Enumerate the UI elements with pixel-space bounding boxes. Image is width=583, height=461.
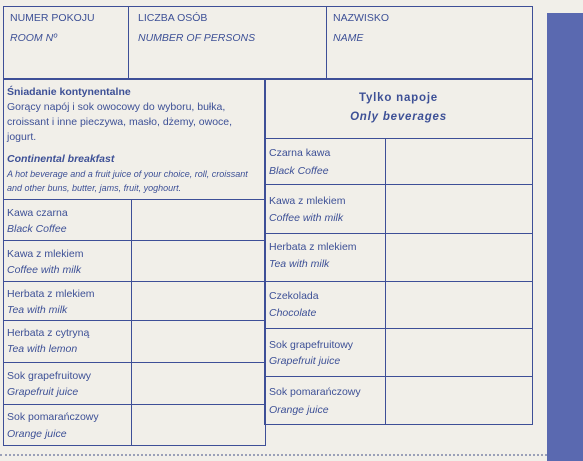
right-row-line [264,328,533,329]
right-item-label: Kawa z mlekiem [269,195,346,207]
left-row-line [3,240,266,241]
header-divider-2 [326,6,327,79]
name-label-en: NAME [333,32,364,44]
right-item-label: Sok pomarańczowy [269,386,361,398]
continental-desc-pl-3: jogurt. [7,131,37,143]
continental-desc-pl-1: Gorący napój i sok owocowy do wyboru, bułka, [7,101,226,113]
left-item-label-en: Grapefruit juice [7,386,79,398]
left-item-label-en: Tea with lemon [7,343,78,355]
continental-desc-en-1: A hot beverage and a fruit juice of your choice, roll, croissant [7,169,248,179]
persons-label-en: NUMBER OF PERSONS [138,32,256,44]
right-row-line [264,184,533,185]
left-item-label: Herbata z cytryną [7,327,90,339]
room-number-label-en: ROOM Nº [10,32,57,44]
left-row-line [3,362,266,363]
left-item-label-en: Tea with milk [7,304,68,316]
left-row-line [3,320,266,321]
right-item-label-en: Coffee with milk [269,212,344,224]
right-item-label-en: Grapefruit juice [269,355,341,367]
continental-desc-pl-2: croissant i inne pieczywa, masło, dżemy, owoce, [7,116,233,128]
side-strip [547,0,583,461]
left-item-label: Kawa z mlekiem [7,248,84,260]
left-row-line [3,404,266,405]
continental-title-en: Continental breakfast [7,153,115,165]
right-row-line [264,281,533,282]
room-number-label: NUMER POKOJU [10,12,95,24]
right-item-label-en: Tea with milk [269,258,330,270]
left-item-label: Sok pomarańczowy [7,411,99,423]
beverages-title-en: Only beverages [350,111,447,123]
left-item-label: Kawa czarna [7,207,68,219]
header-divider-1 [128,6,129,79]
left-grid-top [3,199,266,200]
left-item-label-en: Black Coffee [7,223,67,235]
right-item-label: Herbata z mlekiem [269,241,357,253]
right-item-label: Sok grapefruitowy [269,339,354,351]
right-item-label: Czarna kawa [269,147,331,159]
right-item-label-en: Black Coffee [269,165,329,177]
left-grid-vertical [131,199,132,446]
left-row-line [3,281,266,282]
beverages-title-pl: Tylko napoje [358,92,439,104]
left-item-label-en: Coffee with milk [7,264,82,276]
name-label: NAZWISKO [333,12,390,24]
right-item-label-en: Orange juice [269,404,329,416]
right-row-line [264,376,533,377]
persons-label: LICZBA OSÓB [138,12,208,24]
left-item-label: Herbata z mlekiem [7,288,95,300]
perforation-line [0,454,547,456]
right-grid-top [264,138,533,139]
continental-desc-en-2: and other buns, butter, jams, fruit, yoghourt. [7,183,182,193]
right-row-line [264,233,533,234]
left-item-label-en: Orange juice [7,428,67,440]
right-item-label: Czekolada [269,290,319,302]
right-item-label-en: Chocolate [269,307,317,319]
continental-title-pl: Śniadanie kontynentalne [7,86,131,98]
left-item-label: Sok grapefruitowy [7,370,92,382]
side-strip-notch [534,0,583,13]
